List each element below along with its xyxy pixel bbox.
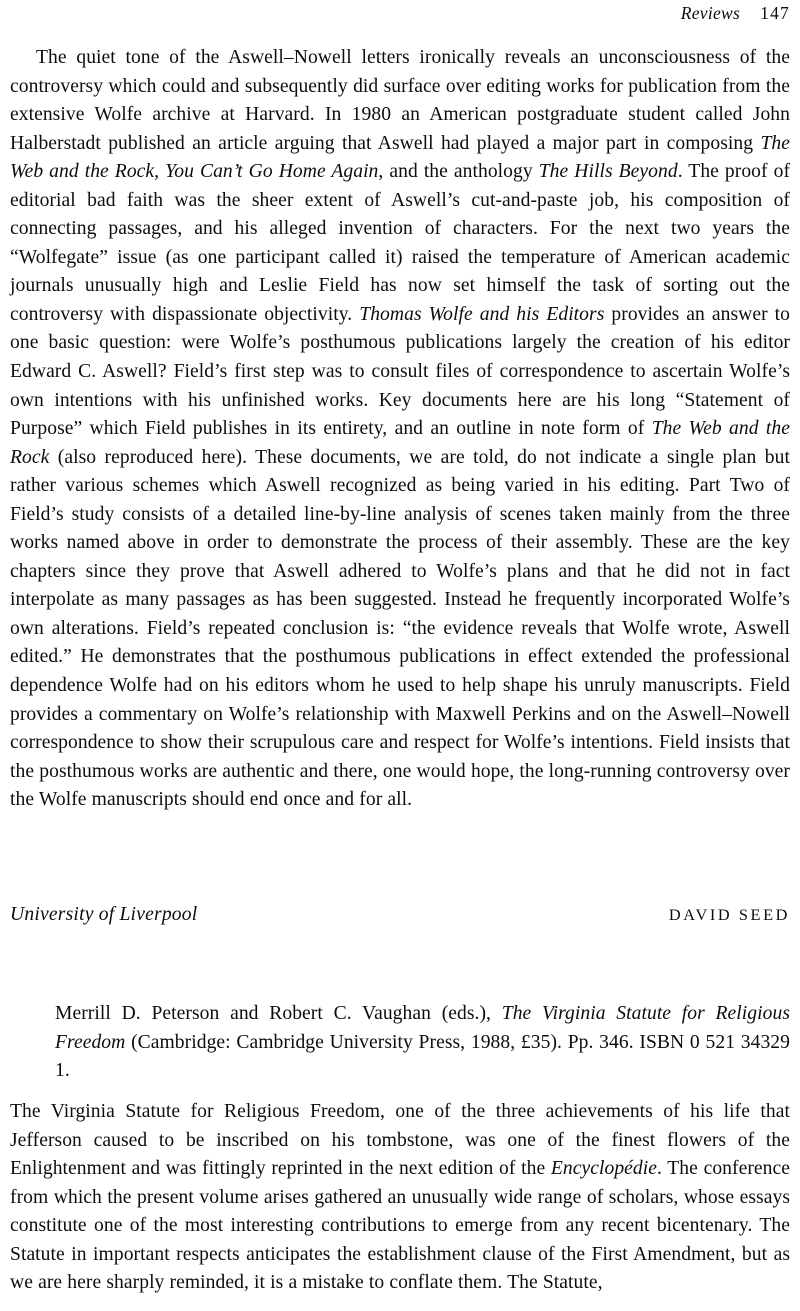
- byline-affiliation: University of Liverpool: [10, 904, 198, 925]
- running-head-title: Reviews: [680, 3, 741, 23]
- work-title-encyclopedie: Encyclopédie: [550, 1158, 658, 1180]
- review-two-segment-1: The Virginia Statute for Religious Freedom, one of the three achievements of his life that Jefferson caused to be inscribed on his tombstone, was one of the finest flowers of the Enlightenment and was fittingly reprinted in the next edition of the: [10, 1101, 790, 1180]
- citation-editors: Merrill D. Peterson and Robert C. Vaughan (eds.),: [55, 1003, 502, 1024]
- book-title-hills-beyond: The Hills Beyond: [538, 161, 678, 183]
- para-segment-5: (also reproduced here). These documents, we are told, do not indicate a single plan but rather various schemes which Aswell recognized as being varied in his editing. Part Two of Field’s study consists of a detailed line-by-line analysis of scenes taken mainly from the three works named above in order to demonstrate the process of their assembly. These are the key chapters since they prove that Aswell adhered to Wolfe’s plans and that he did not in fact interpolate as many passages as has been suggested. Instead he frequently incorporated Wolfe’s own alterations. Field’s repeated conclusion is: “the evidence reveals that Wolfe wrote, Aswell edited.” He demonstrates that the posthumous publications in effect extended the professional dependence Wolfe had on his editors whom he used to help shape his unruly manuscripts. Field provides a commentary on Wolfe’s relationship with Maxwell Perkins and on the Aswell–Nowell correspondence to show their scrupulous care and respect for Wolfe’s intentions. Field insists that the posthumous works are authentic and there, one would hope, the long-running controversy over the Wolfe manuscripts should end once and for all.: [10, 446, 790, 811]
- para-segment-1: The quiet tone of the Aswell–Nowell letters ironically reveals an unconsciousness of the controversy which could and subsequently did surface over editing works for publication from the extensive Wolfe archive at Harvard. In 1980 an American postgraduate student called John Halberstadt published an article arguing that Aswell had played a major part in composing: [10, 47, 790, 154]
- review-two-paragraph: [10, 1098, 790, 1298]
- book-title-web-and-rock-2: The Web and the Rock: [10, 418, 791, 468]
- review-two-body: [10, 1098, 790, 1298]
- para-segment-4: provides an answer to one basic question: were Wolfe’s posthumous publications largely the creation of his editor Edward C. Aswell? Field’s first step was to consult files of correspondence to ascertain Wolfe’s own intentions with his unfinished works. Key documents here are his long “Statement of Purpose” which Field publishes in its entirety, and an outline in note form of: [10, 303, 790, 440]
- para-segment-3: . The proof of editorial bad faith was the sheer extent of Aswell’s cut-and-paste job, his composition of connecting passages, and his alleged invention of characters. For the next two years the “Wolfegate” issue (as one participant called it) raised the temperature of American academic journals unusually high and Leslie Field has now set himself the task of sorting out the controversy with dispassionate objectivity.: [10, 161, 791, 325]
- review-one-paragraph: [10, 44, 790, 815]
- review-two-segment-2: . The conference from which the present volume arises gathered an unusually wide range of scholars, whose essays constitute one of the most interesting contributions to emerge from any recent bicentenary. The Statute in important respects anticipates the establishment clause of the First Amendment, but as we are here sharply reminded, it is a mistake to conflate them. The Statute,: [10, 1158, 790, 1294]
- book-title-web-and-rock: The Web and the Rock, You Can’t Go Home Again: [10, 132, 790, 183]
- review-two-citation: [55, 1000, 790, 1086]
- byline-author: DAVID SEED: [668, 905, 790, 924]
- running-head: [681, 2, 790, 24]
- review-one-body: [10, 44, 790, 815]
- citation-book-title: The Virginia Statute for Religious Freedom: [55, 1003, 790, 1053]
- page-number: 147: [760, 3, 790, 23]
- citation-imprint: (Cambridge: Cambridge University Press, 1988, £35). Pp. 346. ISBN 0 521 34329 1.: [55, 1031, 790, 1082]
- para-segment-2: , and the anthology: [378, 161, 539, 183]
- review-one-byline: [10, 901, 790, 930]
- book-title-thomas-wolfe-editors: Thomas Wolfe and his Editors: [359, 303, 605, 325]
